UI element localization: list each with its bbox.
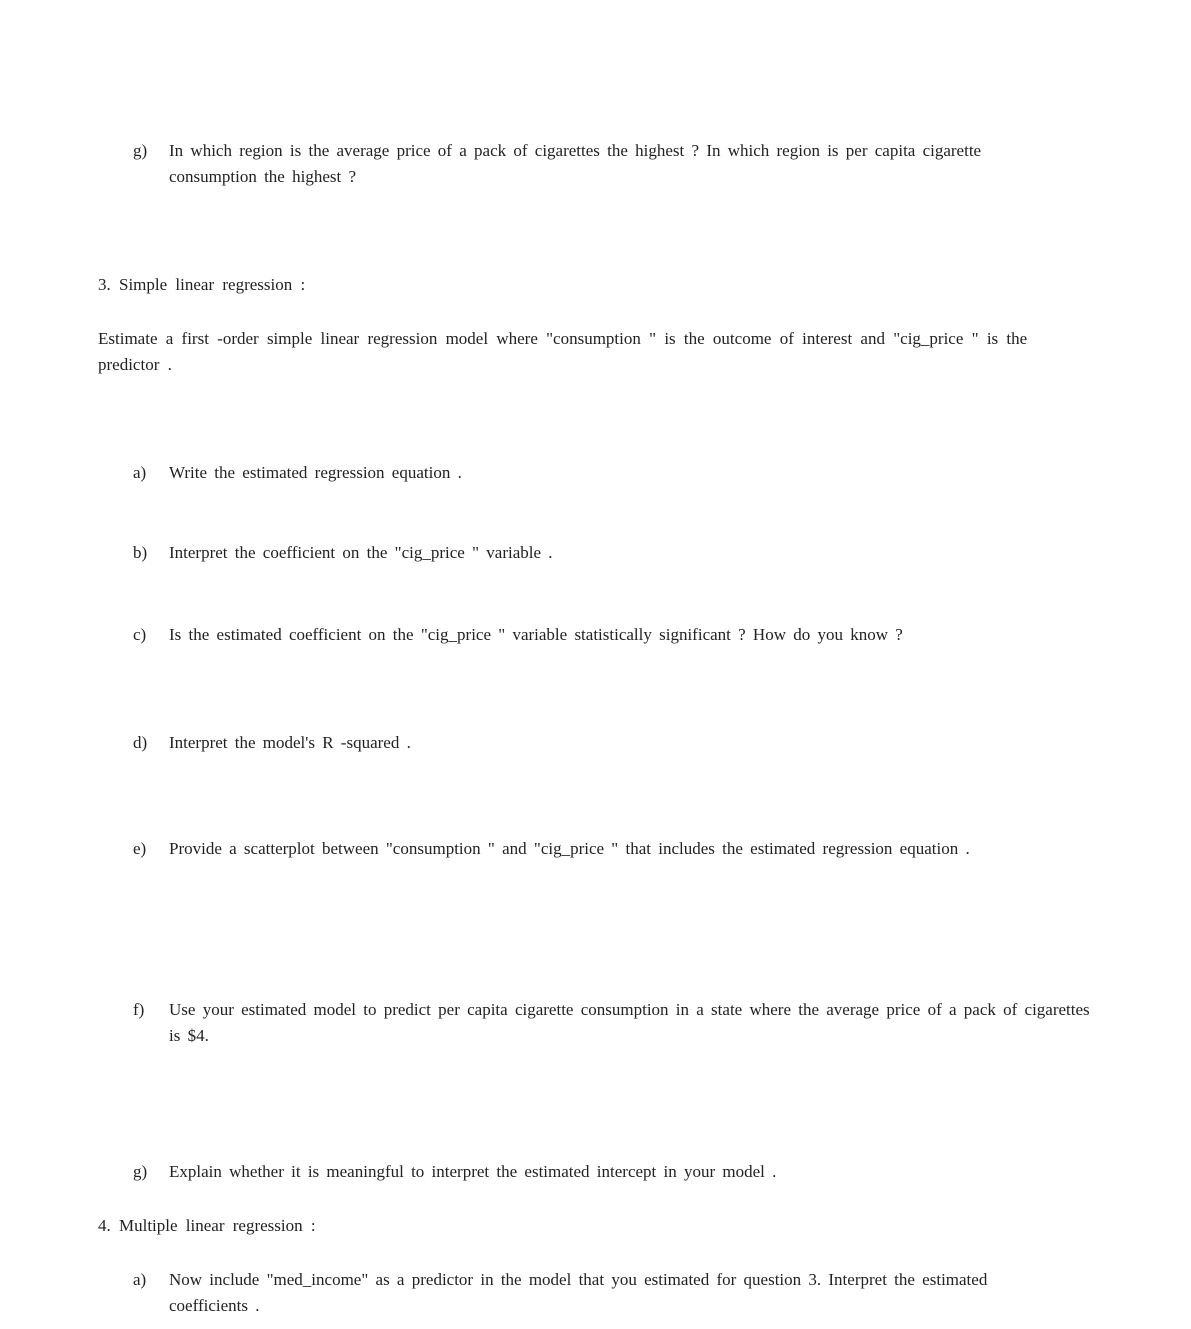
item-marker: f) xyxy=(133,1000,145,1019)
item-text: Now include "med_income" as a predictor in the model that you estimated for question 3. Interpret the estimated coefficients . xyxy=(169,1270,988,1315)
item-marker: g) xyxy=(133,1162,148,1181)
item-marker: c) xyxy=(133,625,147,644)
item-marker: a) xyxy=(133,463,147,482)
item-text: Write the estimated regression equation . xyxy=(169,463,462,482)
item-text: Provide a scatterplot between "consumption " and "cig_price " that includes the estimated regression equation . xyxy=(169,839,970,858)
item-marker: a) xyxy=(133,1270,147,1289)
question-3b xyxy=(133,540,1053,566)
question-2g xyxy=(133,138,1053,190)
question-3f xyxy=(133,997,1093,1049)
question-3a xyxy=(133,460,1053,486)
item-text: Interpret the model's R -squared . xyxy=(169,733,411,752)
section-3-heading: 3. Simple linear regression : xyxy=(98,275,306,294)
question-3c xyxy=(133,622,1053,648)
item-marker: d) xyxy=(133,733,148,752)
question-4a xyxy=(133,1267,1033,1319)
item-marker: b) xyxy=(133,543,148,562)
item-text: Explain whether it is meaningful to interpret the estimated intercept in your model . xyxy=(169,1162,777,1181)
item-text: In which region is the average price of a pack of cigarettes the highest ? In which region is per capita cigarette consumption the highest ? xyxy=(169,141,982,186)
item-marker: e) xyxy=(133,839,147,858)
item-marker: g) xyxy=(133,141,148,160)
section-4-heading: 4. Multiple linear regression : xyxy=(98,1216,316,1235)
section-3-intro: Estimate a first -order simple linear regression model where "consumption " is the outcome of interest and "cig_price " is the predictor . xyxy=(98,329,1028,374)
question-3e xyxy=(133,836,1013,862)
item-text: Is the estimated coefficient on the "cig_price " variable statistically significant ? How do you know ? xyxy=(169,625,903,644)
item-text: Use your estimated model to predict per capita cigarette consumption in a state where the average price of a pack of cigarettes is $4. xyxy=(169,1000,1090,1045)
item-text: Interpret the coefficient on the "cig_price " variable . xyxy=(169,543,553,562)
question-3d xyxy=(133,730,1053,756)
question-3g xyxy=(133,1159,1053,1185)
